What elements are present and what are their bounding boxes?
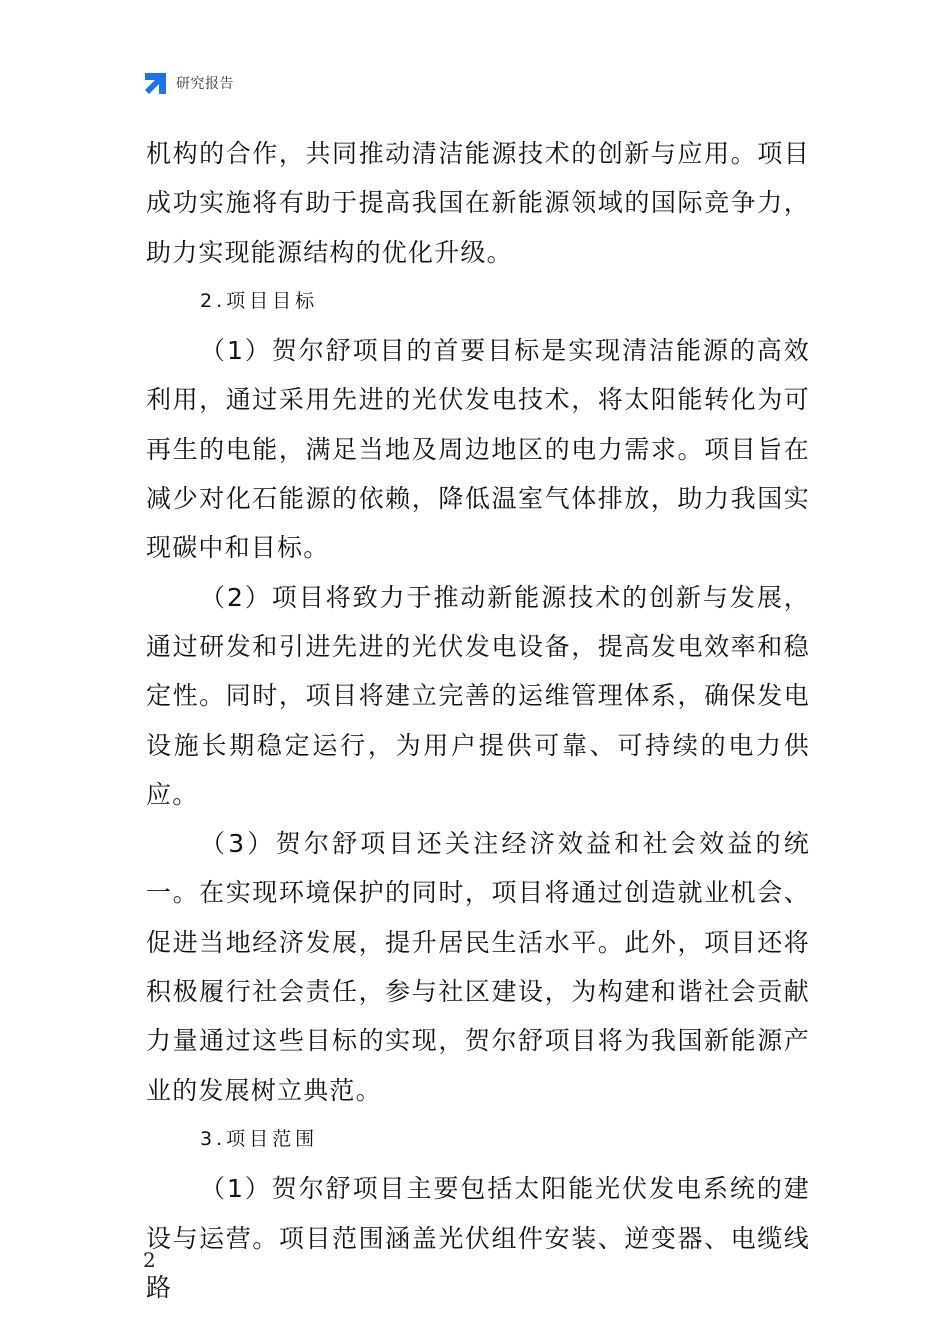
arrow-up-right-icon: [143, 70, 169, 96]
goals-paragraph-3: （3）贺尔舒项目还关注经济效益和社会效益的统一。在实现环境保护的同时，项目将通过创造就业机会、促进当地经济发展，提升居民生活水平。此外，项目还将积极履行社会责任，参与社区建设，为构建和谐社会贡献力量通过这些目标的实现，贺尔舒项目将为我国新能源产业的发展树立典范。: [146, 829, 810, 1105]
header-title: 研究报告: [176, 76, 234, 92]
goals-paragraph-2: （2）项目将致力于推动新能源技术的创新与发展，通过研发和引进先进的光伏发电设备，提高发电效率和稳定性。同时，项目将建立完善的运维管理体系，确保发电设施长期稳定运行，为用户提供可靠、可持续的电力供应。: [146, 582, 810, 809]
goals-paragraph-1: （1）贺尔舒项目的首要目标是实现清洁能源的高效利用，通过采用先进的光伏发电技术，将太阳能转化为可再生的电能，满足当地及周边地区的电力需求。项目旨在减少对化石能源的依赖，降低温室气体排放，助力我国实现碳中和目标。: [146, 336, 810, 563]
intro-paragraph: 机构的合作，共同推动清洁能源技术的创新与应用。项目成功实施将有助于提高我国在新能源领域的国际竞争力，助力实现能源结构的优化升级。: [146, 139, 810, 267]
scope-paragraph-1: （1）贺尔舒项目主要包括太阳能光伏发电系统的建设与运营。项目范围涵盖光伏组件安装、逆变器、电缆线路: [146, 1174, 810, 1302]
page-number: 2: [143, 1248, 156, 1272]
section-heading-scope: 3.项目范围: [200, 1127, 319, 1150]
section-heading-goals: 2.项目目标: [200, 289, 319, 312]
report-header: [143, 70, 234, 96]
document-body: [146, 129, 810, 1312]
